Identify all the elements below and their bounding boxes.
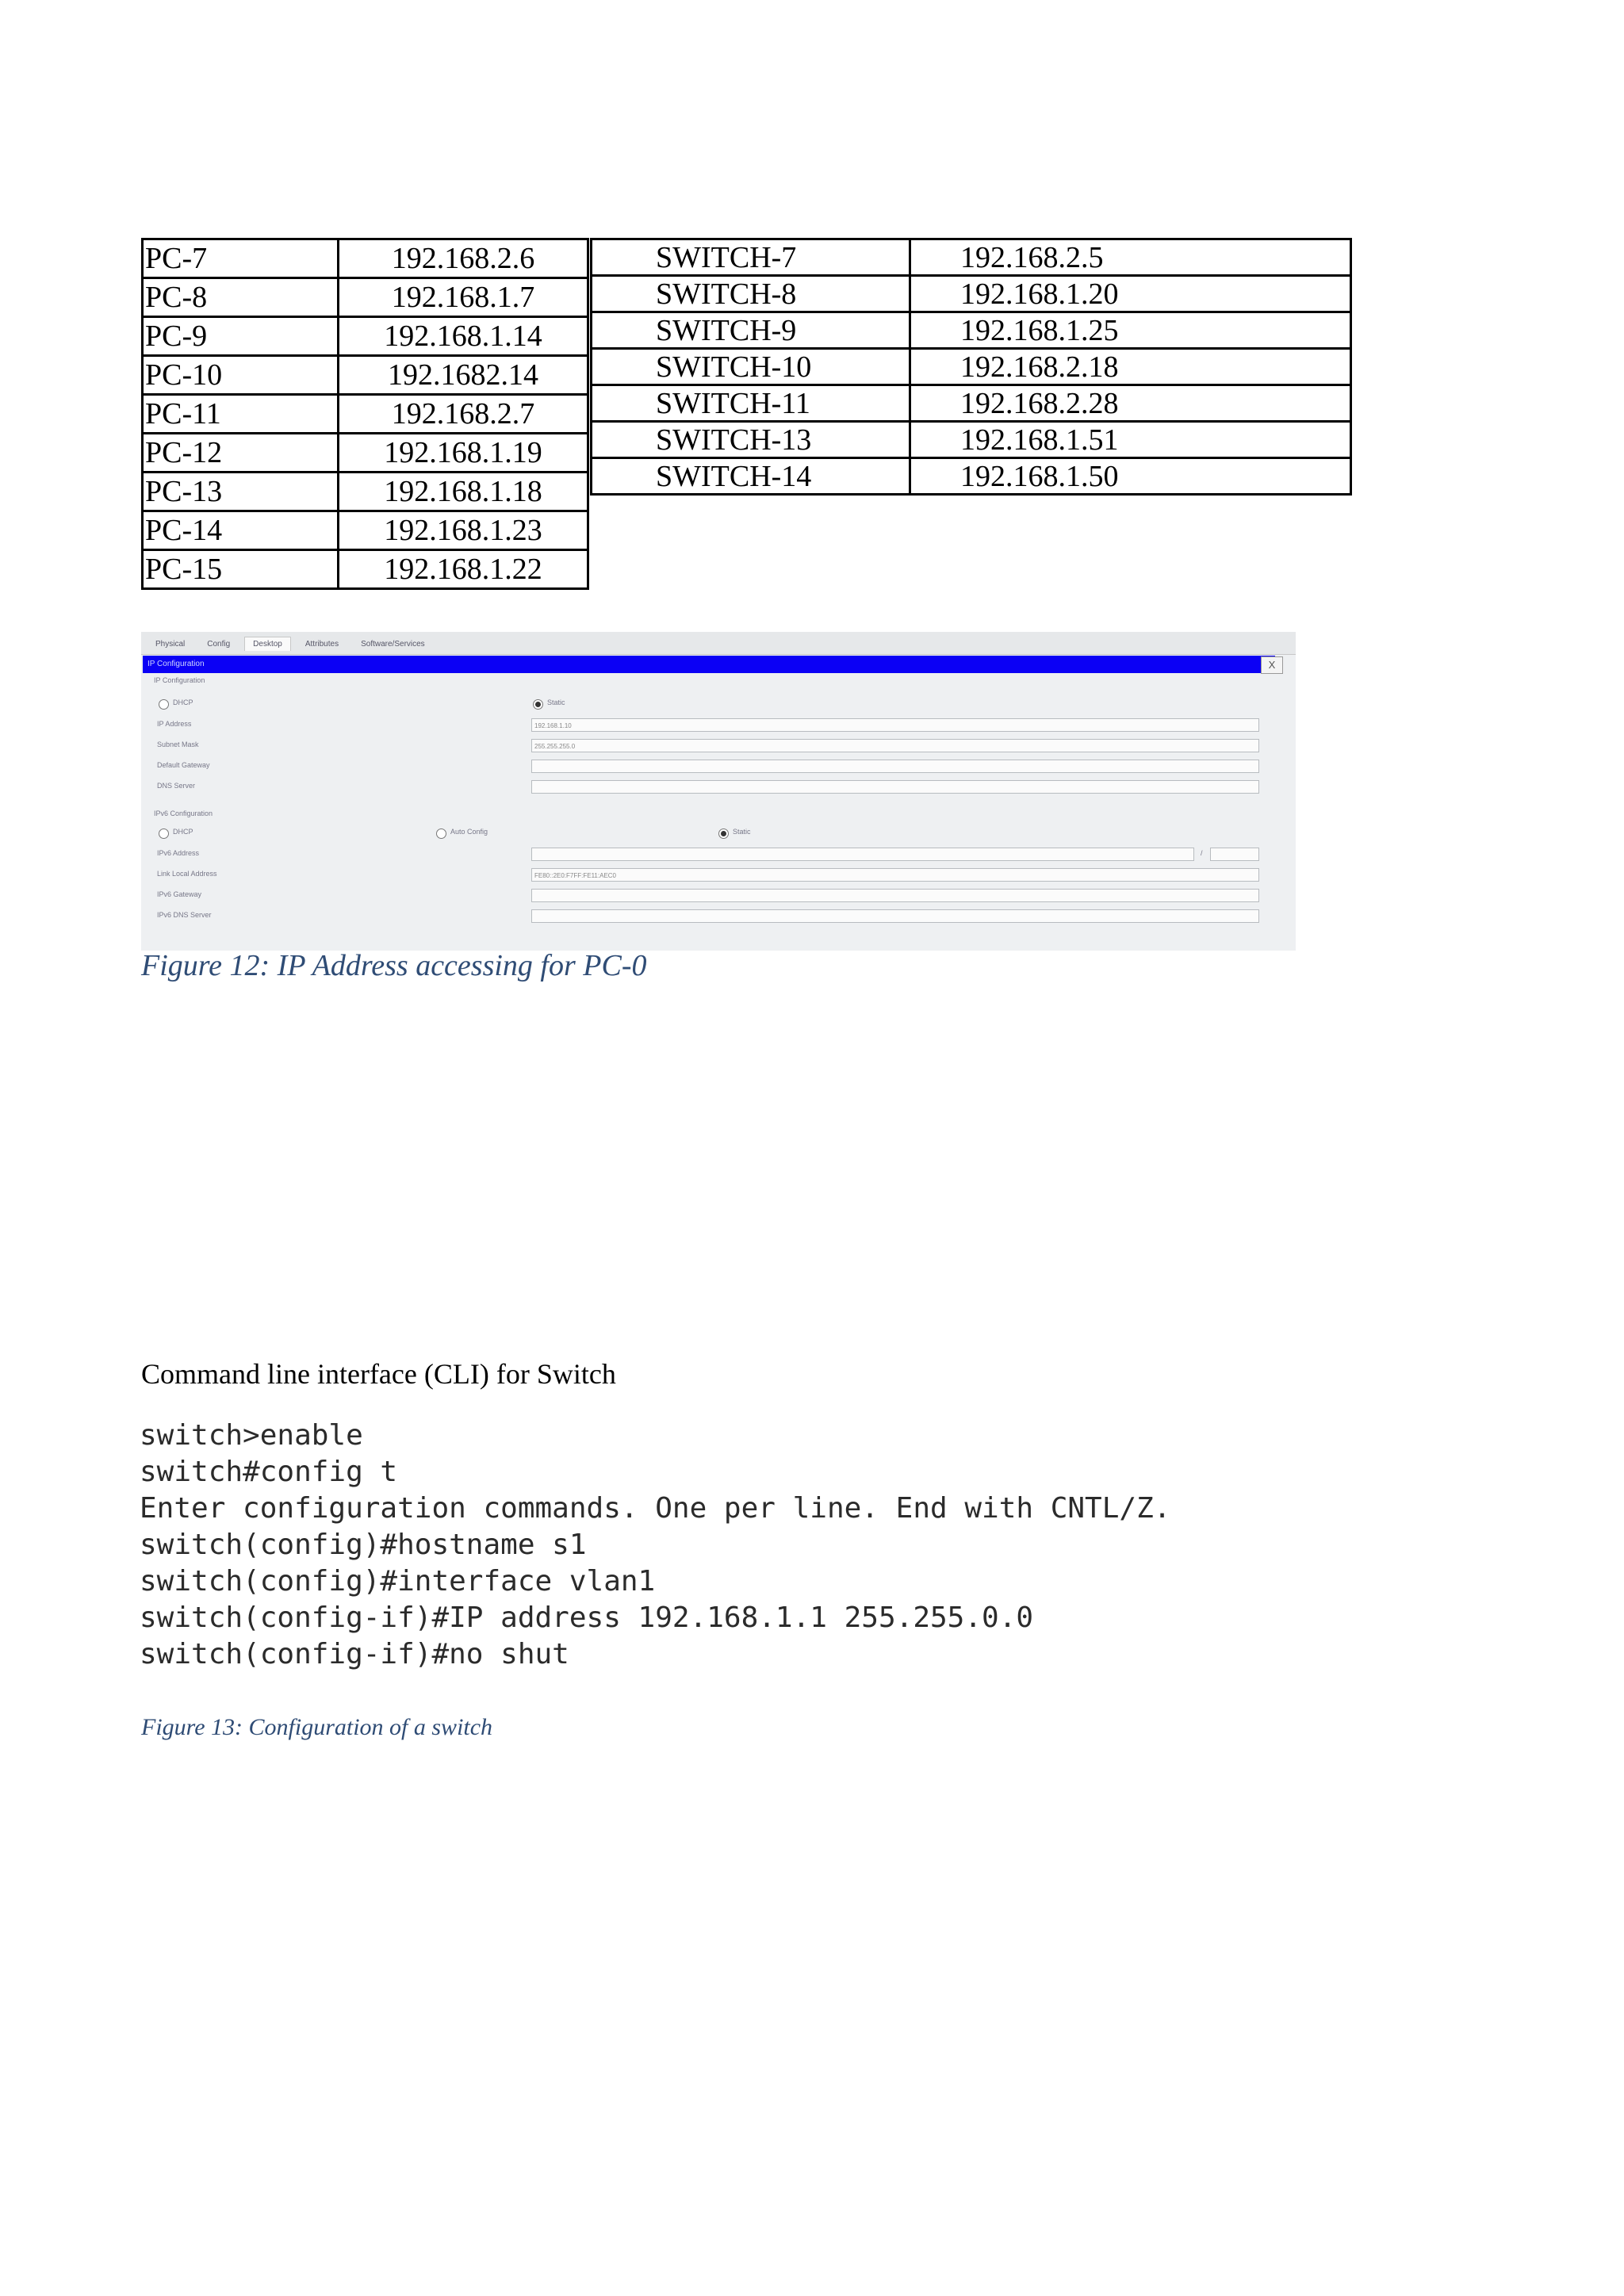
tab-bar	[141, 632, 1296, 655]
link-local-label: Link Local Address	[157, 870, 217, 878]
gateway-label: Default Gateway	[157, 761, 210, 769]
device-name: PC-9	[143, 317, 339, 356]
table-row	[143, 395, 588, 434]
ipv6-static-radio[interactable]	[718, 828, 729, 839]
ipv6-prefix-input[interactable]	[1210, 848, 1259, 861]
table-row	[592, 458, 1351, 495]
tab-software-services[interactable]: Software/Services	[361, 640, 425, 649]
gateway-input[interactable]	[531, 760, 1259, 773]
pc-ip-table	[141, 238, 589, 590]
ip-address: 192.168.1.20	[910, 276, 1351, 312]
figure-12-caption: Figure 12: IP Address accessing for PC-0	[141, 949, 647, 982]
ipv6-address-input[interactable]	[531, 848, 1194, 861]
cli-terminal-screenshot	[135, 1413, 1171, 1703]
cli-line: switch(config-if)#IP address 192.168.1.1 255.255.0.0	[140, 1601, 1034, 1634]
ip-address-label: IP Address	[157, 720, 192, 728]
close-button[interactable]: X	[1261, 656, 1283, 674]
subnet-mask-input[interactable]: 255.255.255.0	[531, 739, 1259, 752]
cli-line: Enter configuration commands. One per line. End with CNTL/Z.	[140, 1492, 1171, 1525]
window-title: IP Configuration	[143, 656, 1275, 673]
ip-address: 192.168.1.14	[339, 317, 588, 356]
table-row	[143, 317, 588, 356]
device-name: SWITCH-8	[592, 276, 910, 312]
device-name: PC-15	[143, 550, 339, 589]
device-name: SWITCH-14	[592, 458, 910, 495]
ip-address: 192.168.2.5	[910, 239, 1351, 276]
table-row	[143, 473, 588, 511]
ip-address: 192.168.1.22	[339, 550, 588, 589]
table-row	[143, 550, 588, 589]
ip-address: 192.168.1.18	[339, 473, 588, 511]
table-row	[143, 434, 588, 473]
table-row	[143, 239, 588, 278]
device-name: SWITCH-11	[592, 385, 910, 422]
device-name: PC-7	[143, 239, 339, 278]
ip-address: 192.168.1.25	[910, 312, 1351, 349]
ip-address: 192.168.2.7	[339, 395, 588, 434]
cli-heading: Command line interface (CLI) for Switch	[141, 1358, 616, 1390]
auto-config-radio[interactable]	[436, 828, 446, 839]
dns-label: DNS Server	[157, 782, 196, 790]
ipv6-gateway-input[interactable]	[531, 889, 1259, 902]
device-name: PC-13	[143, 473, 339, 511]
cli-line: switch(config-if)#no shut	[140, 1638, 569, 1670]
device-name: PC-8	[143, 278, 339, 317]
table-row	[592, 349, 1351, 385]
table-row	[592, 312, 1351, 349]
table-row	[592, 276, 1351, 312]
ip-address: 192.168.1.7	[339, 278, 588, 317]
ipv6-dhcp-label: DHCP	[173, 828, 193, 836]
ipv6-address-label: IPv6 Address	[157, 849, 200, 857]
switch-ip-table	[590, 238, 1352, 496]
static-label: Static	[547, 698, 565, 706]
ip-address: 192.168.1.23	[339, 511, 588, 550]
ipv6-dns-input[interactable]	[531, 909, 1259, 923]
dhcp-radio[interactable]	[159, 699, 169, 710]
tab-desktop[interactable]: Desktop	[244, 637, 291, 651]
link-local-input[interactable]: FE80::2E0:F7FF:FE11:AEC0	[531, 868, 1259, 882]
device-name: SWITCH-10	[592, 349, 910, 385]
device-name: SWITCH-13	[592, 422, 910, 458]
dhcp-label: DHCP	[173, 698, 193, 706]
static-radio[interactable]	[533, 699, 543, 710]
device-name: PC-14	[143, 511, 339, 550]
device-name: PC-11	[143, 395, 339, 434]
ipv6-gateway-label: IPv6 Gateway	[157, 890, 202, 898]
table-row	[143, 356, 588, 395]
device-name: PC-12	[143, 434, 339, 473]
subnet-mask-label: Subnet Mask	[157, 740, 199, 748]
device-name: SWITCH-9	[592, 312, 910, 349]
ip-address: 192.1682.14	[339, 356, 588, 395]
figure-13-caption: Figure 13: Configuration of a switch	[141, 1714, 493, 1740]
table-row	[592, 385, 1351, 422]
prefix-separator: /	[1201, 849, 1203, 857]
ip-address: 192.168.2.6	[339, 239, 588, 278]
cli-line: switch>enable	[140, 1419, 363, 1452]
ip-address: 192.168.2.18	[910, 349, 1351, 385]
table-row	[592, 239, 1351, 276]
dns-input[interactable]	[531, 780, 1259, 794]
auto-config-label: Auto Config	[450, 828, 488, 836]
tab-config[interactable]: Config	[207, 640, 231, 649]
table-row	[592, 422, 1351, 458]
table-row	[143, 278, 588, 317]
tab-attributes[interactable]: Attributes	[304, 640, 339, 649]
ip-address: 192.168.2.28	[910, 385, 1351, 422]
tab-physical[interactable]: Physical	[155, 640, 186, 649]
ip-configuration-screenshot	[141, 632, 1296, 951]
cli-line: switch(config)#interface vlan1	[140, 1565, 656, 1598]
table-row	[143, 511, 588, 550]
ipv6-dns-label: IPv6 DNS Server	[157, 911, 212, 919]
ipv4-section-label: IP Configuration	[154, 676, 205, 684]
ipv6-static-label: Static	[733, 828, 751, 836]
ip-address-input[interactable]: 192.168.1.10	[531, 718, 1259, 732]
ip-address: 192.168.1.51	[910, 422, 1351, 458]
ip-address: 192.168.1.19	[339, 434, 588, 473]
ipv6-dhcp-radio[interactable]	[159, 828, 169, 839]
ipv6-section-label: IPv6 Configuration	[154, 809, 213, 817]
cli-line: switch(config)#hostname s1	[140, 1529, 587, 1561]
device-name: PC-10	[143, 356, 339, 395]
device-name: SWITCH-7	[592, 239, 910, 276]
cli-line: switch#config t	[140, 1456, 398, 1488]
ip-address: 192.168.1.50	[910, 458, 1351, 495]
